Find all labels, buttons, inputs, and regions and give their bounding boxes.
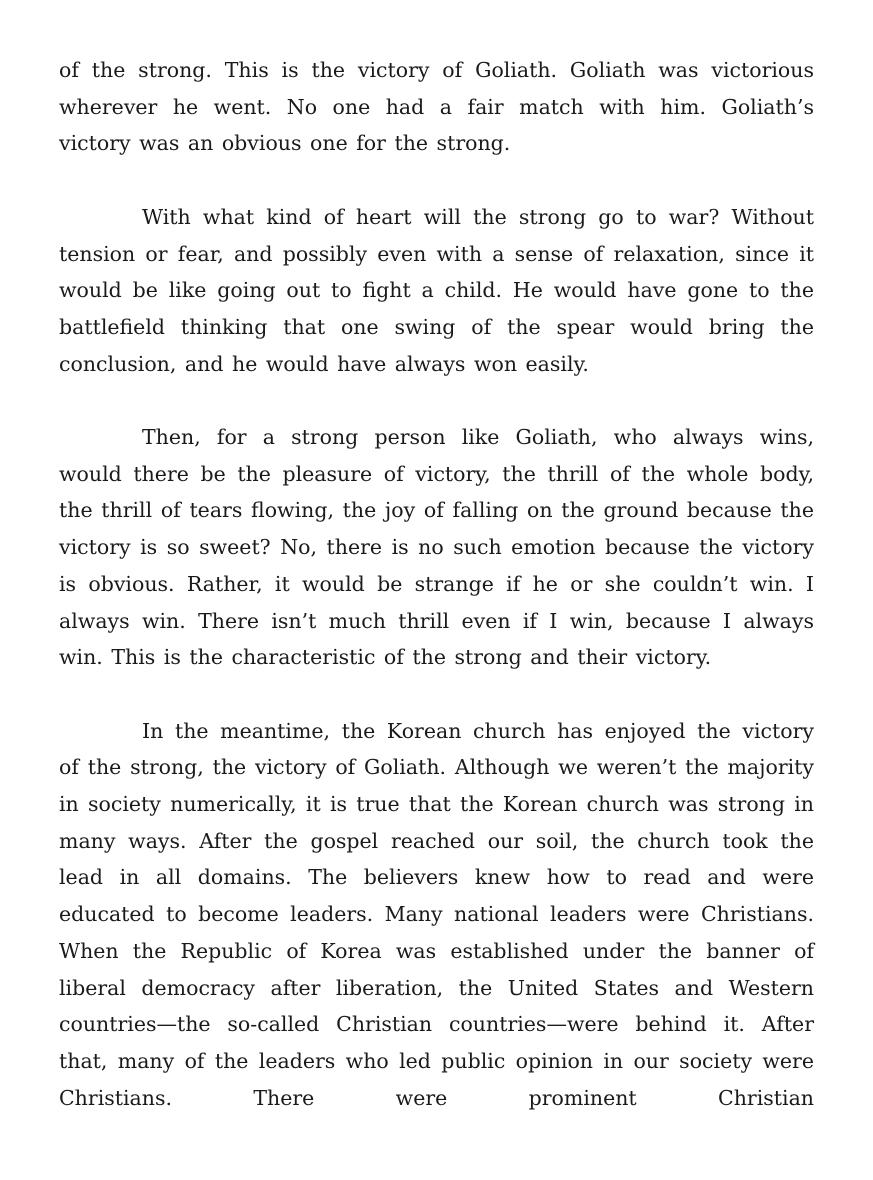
paragraph-3: Then, for a strong person like Goliath, who always wins, would there be the pleasure of victory, the thrill of the whole body, the thrill of tears flowing, the joy of falling on the ground because the victory is so sweet? No, there is no such emotion because the victory is obvious. Rather, it would be strange if he or she couldn’t win. I always win. There isn’t much thrill even if I win, because I always win. This is the characteristic of the strong and their victory. (59, 425, 814, 670)
paragraph-2: With what kind of heart will the strong go to war? Without tension or fear, and possibly even with a sense of relaxation, since it would be like going out to fight a child. He would have gone to the battlefield thinking that one swing of the spear would bring the conclusion, and he would have always won easily. (59, 204, 814, 376)
paragraph-1: of the strong. This is the victory of Goliath. Goliath was victorious wherever he went. No one had a fair match with him. Goliath’s victory was an obvious one for the strong. (59, 58, 814, 156)
paragraph-4: In the meantime, the Korean church has enjoyed the victory of the strong, the victory of Goliath. Although we weren’t the majority in society numerically, it is true that the Korean church was strong in many ways. After the gospel reached our soil, the church took the lead in all domains. The believers knew how to read and were educated to become leaders. Many national leaders were Christians. When the Republic of Korea was established under the banner of liberal democracy after liberation, the United States and Western countries—the so-called Christian countries—were behind it. After that, many of the leaders who led public opinion in our society were Christians. There were prominent Christian (59, 718, 814, 1110)
document-page (59, 52, 814, 1153)
